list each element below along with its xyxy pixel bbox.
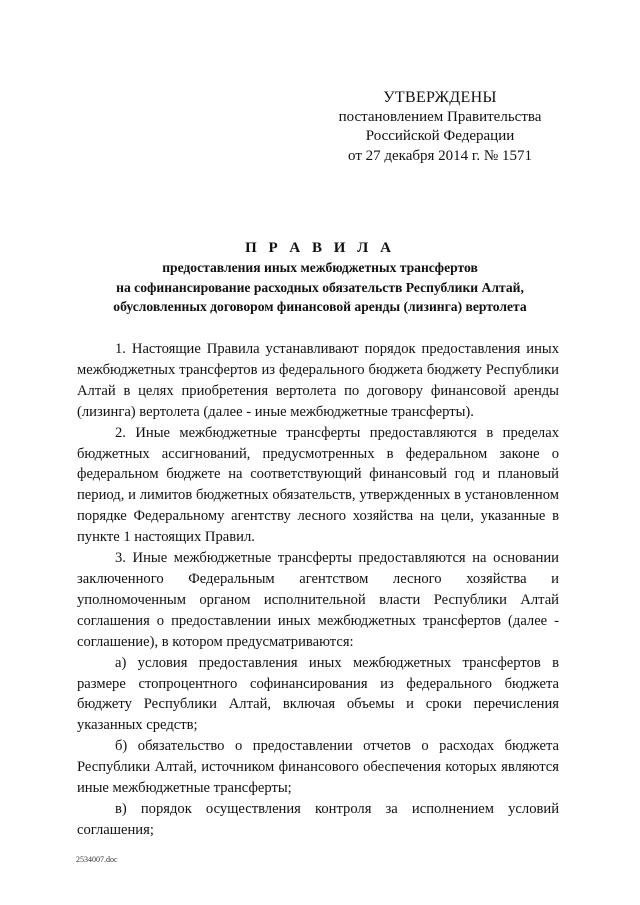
paragraph-1: 1. Настоящие Правила устанавливают порядок предоставления иных межбюджетных трансфертов из федерального бюджета бюджету Республики Алтай в целях приобретения вертолета по договору финансовой аренды (лизинга) вертолета (далее - иные межбюджетные трансферты). <box>77 341 559 420</box>
document-body <box>77 339 559 841</box>
approval-stamp <box>330 88 550 166</box>
subparagraph-a: а) условия предоставления иных межбюджетных трансфертов в размере стопроцентного софинансирования из федерального бюджета бюджету Республики Алтай, включая объемы и сроки перечисления указанных средств; <box>77 654 559 734</box>
subparagraph-c: в) порядок осуществления контроля за исполнением условий соглашения; <box>77 800 559 838</box>
subparagraph-b: б) обязательство о предоставлении отчетов о расходах бюджета Республики Алтай, источником финансового обеспечения которых являются иные межбюджетные трансферты; <box>77 738 559 797</box>
approval-title: УТВЕРЖДЕНЫ <box>383 89 497 106</box>
document-heading <box>70 238 570 317</box>
footer-filename: 2534007.doc <box>76 855 118 864</box>
paragraph-2: 2. Иные межбюджетные трансферты предоставляются в пределах бюджетных ассигнований, предусмотренных в федеральном законе о федеральном бюджете на соответствующий финансовый год и плановый период, и лимитов бюджетных обязательств, утвержденных в установленном порядке Федеральному агентству лесного хозяйства на цели, указанные в пункте 1 настоящих Правил. <box>77 424 559 546</box>
document-subtitle-line-1: предоставления иных межбюджетных трансфертов <box>162 260 478 275</box>
approval-line-decree: постановлением Правительства <box>338 108 542 125</box>
document-subtitle-line-2: на софинансирование расходных обязательств Республики Алтай, <box>116 279 524 295</box>
paragraph-3: 3. Иные межбюджетные трансферты предоставляются на основании заключенного Федеральным агентством лесного хозяйства и уполномоченным органом исполнительной власти Республики Алтай соглашения о предоставлении иных межбюджетных трансфертов (далее - соглашение), в котором предусматриваются: <box>77 550 559 650</box>
document-subtitle-line-3: обусловленных договором финансовой аренды (лизинга) вертолета <box>113 299 527 314</box>
approval-line-date-number: от 27 декабря 2014 г. № 1571 <box>348 147 532 164</box>
approval-line-government: Российской Федерации <box>365 128 515 144</box>
document-title: П Р А В И Л А <box>245 240 395 256</box>
